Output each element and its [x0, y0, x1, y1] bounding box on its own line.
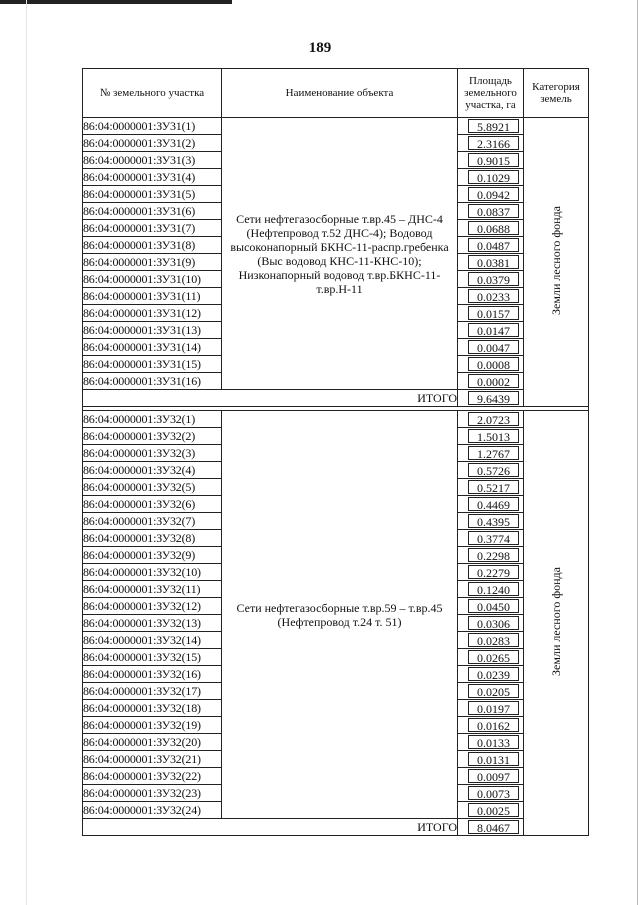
area-value: 5.8921	[468, 119, 519, 133]
area-value: 0.3774	[468, 531, 519, 545]
area-cell	[458, 479, 524, 496]
area-value: 0.0047	[468, 340, 519, 354]
area-cell	[458, 734, 524, 751]
area-value: 0.0025	[468, 803, 519, 817]
area-value: 0.2279	[468, 565, 519, 579]
scan-edge-mark	[0, 0, 232, 4]
area-value: 0.0073	[468, 786, 519, 800]
scan-edge-right	[637, 0, 638, 905]
plot-number-cell: 86:04:0000001:ЗУ31(7)	[83, 220, 222, 237]
area-cell	[458, 496, 524, 513]
land-plots-table	[82, 68, 589, 836]
object-name-cell: Сети нефтегазосборные т.вр.45 – ДНС-4 (Нефтепровод т.52 ДНС-4); Водовод высоконапорный БКНС-11-распр.гребенка (Выс водовод КНС-11-КНС-10); Низконапорный водовод т.вр.БКНС-11-т.вр.Н-11	[222, 118, 458, 390]
area-value: 0.0197	[468, 701, 519, 715]
area-value: 0.0133	[468, 735, 519, 749]
plot-number-cell: 86:04:0000001:ЗУ32(13)	[83, 615, 222, 632]
total-area-cell	[458, 819, 524, 836]
area-cell	[458, 513, 524, 530]
plot-number-cell: 86:04:0000001:ЗУ32(10)	[83, 564, 222, 581]
plot-number-cell: 86:04:0000001:ЗУ32(22)	[83, 768, 222, 785]
plot-number-cell: 86:04:0000001:ЗУ32(15)	[83, 649, 222, 666]
area-value: 0.0157	[468, 306, 519, 320]
area-cell	[458, 428, 524, 445]
area-value: 0.0379	[468, 272, 519, 286]
area-cell	[458, 581, 524, 598]
header-category: Категория земель	[524, 69, 589, 118]
area-cell	[458, 254, 524, 271]
area-value: 1.2767	[468, 446, 519, 460]
area-cell	[458, 683, 524, 700]
area-value: 1.5013	[468, 429, 519, 443]
plot-number-cell: 86:04:0000001:ЗУ32(4)	[83, 462, 222, 479]
area-cell	[458, 339, 524, 356]
table-row	[83, 118, 589, 135]
table-header-row	[83, 69, 589, 118]
area-value: 0.5726	[468, 463, 519, 477]
area-value: 0.0097	[468, 769, 519, 783]
plot-number-cell: 86:04:0000001:ЗУ32(21)	[83, 751, 222, 768]
area-cell	[458, 237, 524, 254]
header-plot-number: № земельного участка	[83, 69, 222, 118]
area-cell	[458, 356, 524, 373]
table-body	[83, 118, 589, 836]
plot-number-cell: 86:04:0000001:ЗУ32(19)	[83, 717, 222, 734]
area-cell	[458, 411, 524, 428]
area-value: 0.1029	[468, 170, 519, 184]
plot-number-cell: 86:04:0000001:ЗУ31(3)	[83, 152, 222, 169]
plot-number-cell: 86:04:0000001:ЗУ31(13)	[83, 322, 222, 339]
plot-number-cell: 86:04:0000001:ЗУ32(7)	[83, 513, 222, 530]
total-row	[83, 390, 589, 407]
area-value: 0.0265	[468, 650, 519, 664]
category-label: Земли лесного фонда	[548, 205, 563, 315]
area-value: 0.0487	[468, 238, 519, 252]
area-cell	[458, 118, 524, 135]
category-label: Земли лесного фонда	[548, 566, 563, 676]
header-object-name: Наименование объекта	[222, 69, 458, 118]
total-area-cell	[458, 390, 524, 407]
area-value: 0.0233	[468, 289, 519, 303]
table-row	[83, 411, 589, 428]
area-cell	[458, 802, 524, 819]
area-value: 0.0205	[468, 684, 519, 698]
area-cell	[458, 373, 524, 390]
page-number: 189	[308, 40, 332, 56]
plot-number-cell: 86:04:0000001:ЗУ31(6)	[83, 203, 222, 220]
area-cell	[458, 203, 524, 220]
area-value: 2.0723	[468, 412, 519, 426]
area-cell	[458, 288, 524, 305]
area-value: 0.0131	[468, 752, 519, 766]
area-cell	[458, 152, 524, 169]
area-value: 0.0008	[468, 357, 519, 371]
area-value: 0.0381	[468, 255, 519, 269]
plot-number-cell: 86:04:0000001:ЗУ31(12)	[83, 305, 222, 322]
plot-number-cell: 86:04:0000001:ЗУ32(5)	[83, 479, 222, 496]
area-cell	[458, 547, 524, 564]
area-value: 0.1240	[468, 582, 519, 596]
area-value: 0.4469	[468, 497, 519, 511]
area-cell	[458, 186, 524, 203]
plot-number-cell: 86:04:0000001:ЗУ31(15)	[83, 356, 222, 373]
plot-number-cell: 86:04:0000001:ЗУ32(24)	[83, 802, 222, 819]
area-value: 0.0306	[468, 616, 519, 630]
object-name-cell: Сети нефтегазосборные т.вр.59 – т.вр.45 (Нефтепровод т.24 т. 51)	[222, 411, 458, 819]
area-cell	[458, 169, 524, 186]
area-value: 0.0942	[468, 187, 519, 201]
area-value: 0.2298	[468, 548, 519, 562]
plot-number-cell: 86:04:0000001:ЗУ31(2)	[83, 135, 222, 152]
area-cell	[458, 564, 524, 581]
header-area: Площадь земельного участка, га	[458, 69, 524, 118]
area-cell	[458, 445, 524, 462]
area-value: 0.0002	[468, 374, 519, 388]
plot-number-cell: 86:04:0000001:ЗУ31(9)	[83, 254, 222, 271]
area-value: 0.0837	[468, 204, 519, 218]
area-value: 0.4395	[468, 514, 519, 528]
plot-number-cell: 86:04:0000001:ЗУ32(6)	[83, 496, 222, 513]
area-value: 0.9015	[468, 153, 519, 167]
area-cell	[458, 305, 524, 322]
area-cell	[458, 632, 524, 649]
plot-number-cell: 86:04:0000001:ЗУ32(16)	[83, 666, 222, 683]
area-cell	[458, 135, 524, 152]
area-cell	[458, 785, 524, 802]
total-area-value: 8.0467	[468, 820, 519, 834]
area-cell	[458, 717, 524, 734]
plot-number-cell: 86:04:0000001:ЗУ32(3)	[83, 445, 222, 462]
area-cell	[458, 666, 524, 683]
plot-number-cell: 86:04:0000001:ЗУ32(8)	[83, 530, 222, 547]
scan-edge-left	[26, 0, 27, 905]
total-row	[83, 819, 589, 836]
total-label: ИТОГО	[83, 390, 458, 407]
category-cell	[524, 411, 589, 836]
area-cell	[458, 530, 524, 547]
area-value: 0.0147	[468, 323, 519, 337]
area-cell	[458, 700, 524, 717]
plot-number-cell: 86:04:0000001:ЗУ31(4)	[83, 169, 222, 186]
plot-number-cell: 86:04:0000001:ЗУ32(1)	[83, 411, 222, 428]
plot-number-cell: 86:04:0000001:ЗУ31(1)	[83, 118, 222, 135]
area-cell	[458, 649, 524, 666]
area-cell	[458, 271, 524, 288]
area-cell	[458, 768, 524, 785]
category-cell	[524, 118, 589, 407]
plot-number-cell: 86:04:0000001:ЗУ32(9)	[83, 547, 222, 564]
area-cell	[458, 615, 524, 632]
total-label: ИТОГО	[83, 819, 458, 836]
plot-number-cell: 86:04:0000001:ЗУ32(20)	[83, 734, 222, 751]
plot-number-cell: 86:04:0000001:ЗУ32(23)	[83, 785, 222, 802]
area-value: 0.0450	[468, 599, 519, 613]
area-value: 0.0162	[468, 718, 519, 732]
area-value: 0.5217	[468, 480, 519, 494]
area-value: 2.3166	[468, 136, 519, 150]
plot-number-cell: 86:04:0000001:ЗУ31(10)	[83, 271, 222, 288]
area-cell	[458, 220, 524, 237]
area-cell	[458, 322, 524, 339]
area-cell	[458, 751, 524, 768]
plot-number-cell: 86:04:0000001:ЗУ32(14)	[83, 632, 222, 649]
area-cell	[458, 598, 524, 615]
plot-number-cell: 86:04:0000001:ЗУ32(2)	[83, 428, 222, 445]
plot-number-cell: 86:04:0000001:ЗУ32(12)	[83, 598, 222, 615]
plot-number-cell: 86:04:0000001:ЗУ31(14)	[83, 339, 222, 356]
plot-number-cell: 86:04:0000001:ЗУ32(18)	[83, 700, 222, 717]
area-cell	[458, 462, 524, 479]
area-value: 0.0283	[468, 633, 519, 647]
plot-number-cell: 86:04:0000001:ЗУ31(8)	[83, 237, 222, 254]
plot-number-cell: 86:04:0000001:ЗУ32(11)	[83, 581, 222, 598]
area-value: 0.0688	[468, 221, 519, 235]
plot-number-cell: 86:04:0000001:ЗУ31(16)	[83, 373, 222, 390]
plot-number-cell: 86:04:0000001:ЗУ31(11)	[83, 288, 222, 305]
plot-number-cell: 86:04:0000001:ЗУ31(5)	[83, 186, 222, 203]
total-area-value: 9.6439	[468, 391, 519, 405]
area-value: 0.0239	[468, 667, 519, 681]
plot-number-cell: 86:04:0000001:ЗУ32(17)	[83, 683, 222, 700]
